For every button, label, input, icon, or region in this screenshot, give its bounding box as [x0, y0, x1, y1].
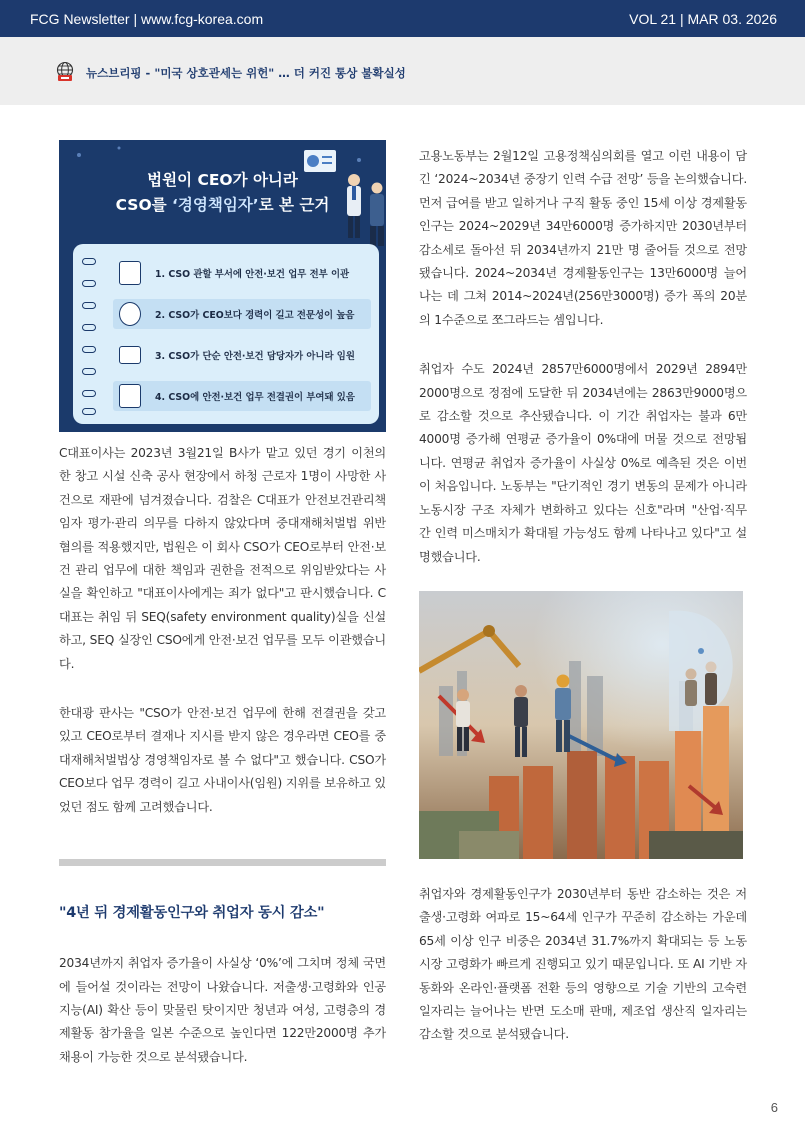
right-column	[419, 145, 747, 1047]
notebook-ring	[82, 346, 96, 353]
infographic-item: 2. CSO가 CEO보다 경력이 길고 전문성이 높음	[113, 299, 371, 329]
left-paragraph-3: 2034년까지 취업자 증가율이 사실상 ‘0%’에 그치며 정체 국면에 들어설 것이라는 전망이 나왔습니다. 저출생·고령화와 인공지능(AI) 확산 등이 맞물린 탓이지만 청년과 여성, 고령층의 경제활동 참가율을 일본 수준으로 높인다면 122만2000명 추가 채용이 가능한 것으로 분석됐습니다.	[59, 956, 386, 1064]
right-paragraph-3: 취업자와 경제활동인구가 2030년부터 동반 감소하는 것은 저출생·고령화 여파로 15~64세 인구가 꾸준히 감소하는 가운데 65세 이상 인구 비중은 2034년 31.7%까지 확대되는 등 노동시장 고령화가 빠르게 진행되고 있기 때문입니다. 또 AI 기반 자동화와 온라인·플랫폼 전환 등의 영향으로 기술 기반의 고숙련 일자리는 늘어나는 반면 도소매 판매, 제조업 생산직 일자리는 감소할 것으로 분석됐습니다.	[419, 886, 747, 1042]
workforce-decline-illustration	[419, 591, 743, 859]
cso-infographic	[59, 140, 386, 432]
notebook-ring	[82, 368, 96, 375]
notebook-ring	[82, 280, 96, 287]
infographic-title-line2: CSO를 ‘경영책임자’로 본 근거	[115, 196, 330, 214]
notebook-ring	[82, 390, 96, 397]
approval-document-icon	[119, 384, 141, 408]
globe-live-icon	[54, 61, 76, 83]
notebook-ring	[82, 258, 96, 265]
left-column	[59, 140, 386, 1069]
right-paragraph-1: 고용노동부는 2월12일 고용정책심의회를 열고 이런 내용이 담긴 ‘2024~2034년 중장기 인력 수급 전망’ 등을 논의했습니다. 먼저 급여를 받고 일하거나 구직 활동 중인 15세 이상 경제활동인구는 2024~2029년 34만6000명 증가하지만 2030년부터 감소세로 돌아선 뒤 2034년까지 21만 명 줄어들 것으로 전망됐습니다. 2024~2034년 경제활동인구는 13만6000명 늘어나는 데 그쳐 2014~2024년(256만3000명) 증가 폭의 20분의 1수준으로 쪼그라드는 셈입니다.	[419, 149, 747, 327]
page-number: 6	[770, 1100, 778, 1115]
infographic-item: 1. CSO 관할 부서에 안전·보건 업무 전부 이관	[113, 258, 371, 288]
document-transfer-icon	[119, 261, 141, 285]
newsletter-header	[0, 0, 805, 37]
infographic-item: 3. CSO가 단순 안전·보건 담당자가 아니라 임원	[113, 340, 371, 370]
infographic-title-line1: 법원이 CEO가 아니라	[147, 171, 298, 189]
notebook-ring	[82, 302, 96, 309]
notebook-ring	[82, 408, 96, 415]
notebook-ring	[82, 324, 96, 331]
news-briefing-bar	[0, 37, 805, 105]
section-subheading: "4년 뒤 경제활동인구와 취업자 동시 감소"	[59, 905, 325, 922]
id-card-icon	[119, 346, 141, 364]
expert-person-icon	[119, 302, 141, 326]
issue-date: VOL 21 | MAR 03. 2026	[629, 11, 777, 27]
briefing-headline: 뉴스브리핑 - "미국 상호관세는 위헌" … 더 커진 통상 불확실성	[86, 66, 406, 80]
left-paragraph-1: C대표이사는 2023년 3월21일 B사가 맡고 있던 경기 이천의 한 창고 시설 신축 공사 현장에서 하청 근로자 1명이 사망한 사건으로 재판에 넘겨졌습니다. 검찰은 C대표가 안전보건관리책임자 평가·관리 의무를 다하지 않았다며 중대재해처벌법 위반 혐의를 적용했지만, 법원은 이 회사 CSO가 CEO로부터 안전·보건 관리 업무에 대한 책임과 권한을 전적으로 위임받았다는 사실을 확인하고 "대표이사에게는 죄가 없다"고 판시했습니다. C대표는 취임 뒤 SEQ(safety environment quality)실을 신설하고, SEQ 실장인 CSO에게 안전·보건 업무를 모두 이관했습니다.	[59, 446, 386, 671]
infographic-notebook	[73, 244, 379, 424]
newsletter-site: FCG Newsletter | www.fcg-korea.com	[30, 11, 264, 27]
left-paragraph-2: 한대광 판사는 "CSO가 안전·보건 업무에 한해 전결권을 갖고 있고 CEO로부터 결재나 지시를 받지 않은 경우라면 CEO를 중대재해처벌법상 경영책임자로 볼 수 없다"고 했습니다. CSO가 CEO보다 업무 경력이 길고 사내이사(임원) 지위를 보유하고 있었던 점도 함께 고려했습니다.	[59, 706, 386, 814]
infographic-item: 4. CSO에 안전·보건 업무 전결권이 부여돼 있음	[113, 381, 371, 411]
section-divider	[59, 859, 386, 866]
right-paragraph-2: 취업자 수도 2024년 2857만6000명에서 2029년 2894만2000명으로 정점에 도달한 뒤 2034년에는 2863만9000명으로 감소할 것으로 추산됐습니다. 이 기간 취업자는 불과 6만4000명 증가해 연평균 증가율이 0%대에 머물 것으로 전망됩니다. 연평균 취업자 증가율이 사실상 0%로 예측된 것은 이번이 처음입니다. 노동부는 "단기적인 경기 변동의 문제가 아니라 노동시장 구조 자체가 변화하고 있다는 신호"라며 "산업·직무 간 인력 미스매치가 확대될 가능성도 함께 나타나고 있다"고 설명했습니다.	[419, 362, 747, 564]
